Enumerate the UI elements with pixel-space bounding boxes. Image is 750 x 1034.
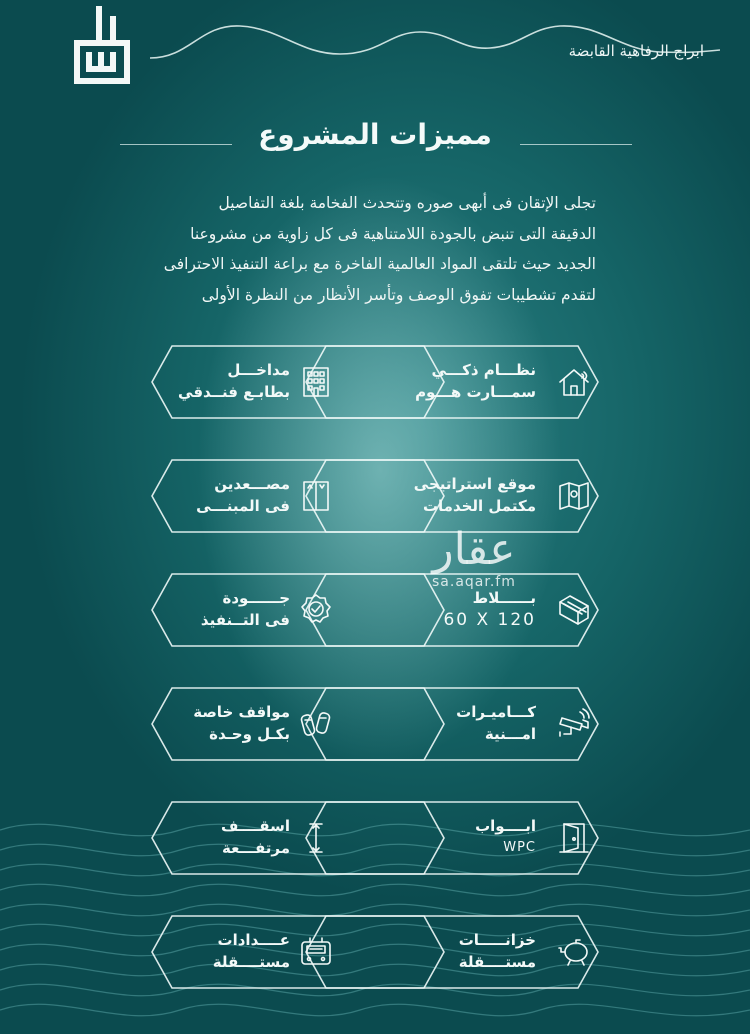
- feature-label-line1: جــــــودة: [222, 589, 290, 607]
- feature-label-line1: بــــــلاط: [472, 589, 536, 607]
- feature-card: [150, 800, 446, 876]
- feature-card: [150, 572, 446, 648]
- feature-label: [213, 929, 290, 973]
- building-icon: [298, 364, 334, 400]
- description-line: الجديد حيث تلتقى المواد العالمية الفاخرة مع براعة التنفيذ الاحترافى: [163, 255, 596, 273]
- feature-card: [150, 686, 446, 762]
- section-title-wrap: [0, 118, 750, 158]
- feature-label-line2: امـــنية: [484, 725, 536, 743]
- feature-label: [201, 587, 290, 631]
- project-description: [150, 188, 596, 310]
- feature-label-line1: مداخـــل: [227, 361, 290, 379]
- title-divider-left: [120, 144, 232, 145]
- feature-label: [196, 473, 290, 517]
- aqar-watermark: [432, 526, 516, 590]
- feature-label: [221, 815, 290, 859]
- feature-label-line1: خزانـــــات: [458, 931, 536, 949]
- feature-label-line2: مكتمل الخدمات: [422, 497, 536, 515]
- feature-label: [178, 359, 290, 403]
- feature-label-line2: بكـل وحـدة: [209, 725, 290, 743]
- company-logo: [66, 6, 138, 92]
- quality-badge-icon: [298, 592, 334, 628]
- feature-label-line1: موقع استراتيجى: [413, 475, 536, 493]
- feature-card: [150, 458, 446, 534]
- feature-label-line2: فى التــنفيذ: [200, 611, 290, 629]
- company-name: ابراج الرفاهية القابضة: [568, 42, 704, 60]
- feature-label-line2: سمـــارت هـــوم: [415, 383, 536, 401]
- feature-label-line1: نظـــام ذكـــي: [431, 361, 536, 379]
- feature-label-line2: WPC: [503, 840, 536, 855]
- feature-label-line1: عــــدادات: [217, 931, 290, 949]
- description-line: لتقدم تشطيبات تفوق الوصف وتأسر الأنظار من النظرة الأولى: [201, 285, 596, 304]
- elevator-icon: [298, 478, 334, 514]
- description-line: الدقيقة التى تنبض بالجودة اللامتناهية فى كل زاوية من مشروعنا: [190, 224, 596, 243]
- security-camera-icon: [556, 706, 592, 742]
- feature-label-line2: بطابـع فنــدقي: [178, 383, 290, 401]
- feature-card: [150, 914, 446, 990]
- door-icon: [556, 820, 592, 856]
- map-icon: [556, 478, 592, 514]
- description-line: تجلى الإتقان فى أبهى صوره وتتحدث الفخامة بلغة التفاصيل: [218, 194, 596, 212]
- feature-label-line1: مصـــعدين: [214, 475, 290, 493]
- feature-label-line1: كـــاميـرات: [456, 703, 536, 721]
- feature-label: [193, 701, 290, 745]
- feature-label-line1: اسقــــف: [220, 817, 290, 835]
- feature-label-line2: 60 X 120: [443, 610, 536, 630]
- section-title: مميزات المشروع: [258, 118, 492, 151]
- feature-label-line2: مرتفـــعة: [222, 839, 290, 857]
- water-tank-icon: [556, 934, 592, 970]
- feature-label: [459, 929, 536, 973]
- meter-icon: [298, 934, 334, 970]
- feature-label-line2: مستــــقلة: [458, 953, 536, 971]
- feature-label-line2: مستــــقلة: [212, 953, 290, 971]
- feature-label: [475, 815, 536, 859]
- ceiling-height-icon: [298, 820, 334, 856]
- feature-label: [456, 701, 536, 745]
- feature-label: [443, 587, 536, 631]
- feature-card: [150, 344, 446, 420]
- feature-label-line1: ابــــواب: [475, 817, 536, 835]
- smart-home-icon: [556, 364, 592, 400]
- tiles-icon: [556, 592, 592, 628]
- feature-label-line1: مواقف خاصة: [193, 703, 290, 721]
- title-divider-right: [520, 144, 632, 145]
- parking-cars-icon: [298, 706, 334, 742]
- watermark-url: sa.aqar.fm: [432, 574, 516, 590]
- watermark-arabic: عقار: [432, 524, 516, 575]
- feature-label-line2: فى المبنـــى: [196, 497, 290, 515]
